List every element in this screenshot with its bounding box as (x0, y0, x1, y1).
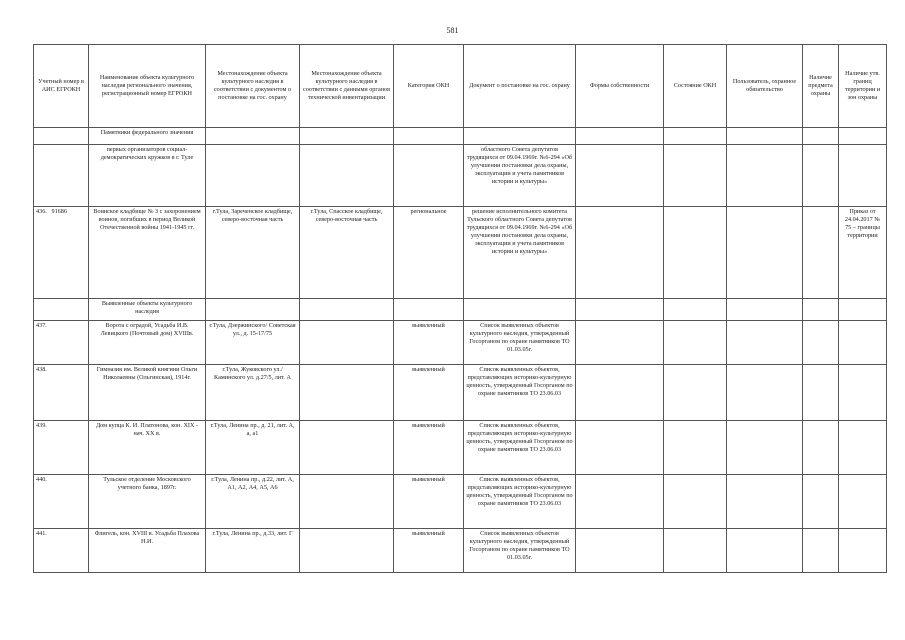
cell-ownership (576, 207, 664, 299)
cell-protection (803, 299, 839, 321)
cell-number: 440. (34, 475, 89, 529)
cell-name: Тульское отделение Московского учетного банка, 1897г. (89, 475, 206, 529)
cell-ownership (576, 365, 664, 421)
cell-number (34, 299, 89, 321)
cell-name: первых организаторов социал-демократических кружков в г. Туле (89, 145, 206, 207)
cell-protection (803, 207, 839, 299)
cell-number: 441. (34, 529, 89, 573)
cell-document: Список выявленных объектов, представляющих историко-культурную ценность, утвержденный Госорганом по охране памятников ТО 23.06.03 (464, 421, 576, 475)
cell-document: решение исполнительного комитета Тульского областного Совета депутатов трудящихся от 09.04.1969г. №6-294 «Об улучшении постановки дела охраны, эксплуатации и учета памятников истории и культуры» (464, 207, 576, 299)
cell-location: г.Тула, Дзержинского/ Советская ул., д. 15-17/75 (206, 321, 300, 365)
cell-number: 436. 91686 (34, 207, 89, 299)
cell-protection (803, 421, 839, 475)
cell-ownership (576, 321, 664, 365)
cell-location-tech (300, 529, 394, 573)
cell-user (727, 365, 803, 421)
cell-location-tech (300, 145, 394, 207)
cell-ownership (576, 529, 664, 573)
cell-borders (839, 529, 887, 573)
cell-borders (839, 421, 887, 475)
header-cell: Пользователь, охранное обязательство (727, 45, 803, 128)
cell-location: г.Тула, Жуковского ул./Каминского ул. д.27/5, лит. А (206, 365, 300, 421)
cell-user (727, 321, 803, 365)
cell-ownership (576, 128, 664, 145)
cell-category: выявленный (394, 365, 464, 421)
cell-location (206, 145, 300, 207)
cell-protection (803, 529, 839, 573)
cell-name: Памятники федерального значения (89, 128, 206, 145)
cell-state (664, 529, 727, 573)
cell-location-tech (300, 365, 394, 421)
cell-category: региональное (394, 207, 464, 299)
cell-category: выявленный (394, 529, 464, 573)
cell-location-tech (300, 299, 394, 321)
cell-state (664, 128, 727, 145)
header-cell: Наличие предмета охраны (803, 45, 839, 128)
cell-number (34, 145, 89, 207)
cell-user (727, 128, 803, 145)
cell-borders (839, 128, 887, 145)
header-cell: Наличие утв. границ территории и зон охраны (839, 45, 887, 128)
cell-location: г.Тула, Ленина пр., д.22, лит. А, А1, А2, А4, А5, А6 (206, 475, 300, 529)
cell-location-tech (300, 128, 394, 145)
cell-document: областного Совета депутатов трудящихся от 09.04.1969г. №6-294 «Об улучшении постановки дела охраны, эксплуатации и учета памятников истории и культуры» (464, 145, 576, 207)
header-cell: Местонахождение объекта культурного наследия в соответствии с документом о постановке на гос. охрану (206, 45, 300, 128)
cell-user (727, 299, 803, 321)
cell-location-tech (300, 421, 394, 475)
header-cell: Формы собственности (576, 45, 664, 128)
cell-location: г.Тула, Ленина пр., д.33, лит. Г (206, 529, 300, 573)
cell-category (394, 145, 464, 207)
cell-name: Гимназия им. Великой княгини Ольги Николаевны (Ольгинская), 1914г. (89, 365, 206, 421)
cell-ownership (576, 421, 664, 475)
cell-user (727, 421, 803, 475)
header-cell: Учетный номер в АИС ЕГРОКН (34, 45, 89, 128)
cell-location-tech (300, 321, 394, 365)
cell-state (664, 421, 727, 475)
cell-state (664, 299, 727, 321)
cell-user (727, 475, 803, 529)
table-row (34, 475, 887, 529)
cell-user (727, 145, 803, 207)
section-row (34, 128, 887, 145)
cell-protection (803, 365, 839, 421)
cell-state (664, 321, 727, 365)
cell-borders (839, 145, 887, 207)
cell-user (727, 529, 803, 573)
cell-user (727, 207, 803, 299)
cell-state (664, 475, 727, 529)
cell-ownership (576, 299, 664, 321)
cell-protection (803, 128, 839, 145)
heritage-register-table (33, 44, 887, 573)
cell-category: выявленный (394, 321, 464, 365)
cell-location (206, 128, 300, 145)
header-cell: Категория ОКН (394, 45, 464, 128)
cell-number: 439. (34, 421, 89, 475)
cell-borders (839, 321, 887, 365)
table-row (34, 421, 887, 475)
cell-location: г.Тула, Ленина пр., д. 21, лит. А, а, а1 (206, 421, 300, 475)
table-row (34, 529, 887, 573)
cell-ownership (576, 475, 664, 529)
cell-location (206, 299, 300, 321)
cell-name: Выявленные объекты культурного наследия (89, 299, 206, 321)
table-row (34, 145, 887, 207)
cell-number: 437. (34, 321, 89, 365)
cell-protection (803, 145, 839, 207)
cell-document (464, 299, 576, 321)
cell-category (394, 299, 464, 321)
header-cell: Документ о постановке на гос. охрану (464, 45, 576, 128)
cell-name: Воинское кладбище № 3 с захоронением воинов, погибших в период Великой Отечественной войны 1941-1945 гг. (89, 207, 206, 299)
cell-location-tech: г.Тула, Спасское кладбище, северо-восточная часть (300, 207, 394, 299)
table-row (34, 207, 887, 299)
cell-location-tech (300, 475, 394, 529)
cell-protection (803, 475, 839, 529)
cell-protection (803, 321, 839, 365)
cell-ownership (576, 145, 664, 207)
cell-borders (839, 365, 887, 421)
page-number: 581 (446, 26, 459, 35)
cell-number (34, 128, 89, 145)
cell-state (664, 365, 727, 421)
table-row (34, 365, 887, 421)
cell-document: Список выявленных объектов, представляющих историко-культурную ценность, утвержденный Госорганом по охране памятников ТО 23.06.03 (464, 475, 576, 529)
cell-category: выявленный (394, 475, 464, 529)
cell-category: выявленный (394, 421, 464, 475)
cell-borders (839, 475, 887, 529)
cell-document: Список выявленных объектов культурного наследия, утвержденный Госорганом по охране памятников ТО 01.03.05г. (464, 529, 576, 573)
section-row (34, 299, 887, 321)
header-row (34, 45, 887, 128)
cell-name: Дом купца К. И. Платонова, кон. XIX - нач. XX в. (89, 421, 206, 475)
cell-name: Флигель, кон. XVIII в. Усадьба Плахова Н.И. (89, 529, 206, 573)
cell-document (464, 128, 576, 145)
cell-state (664, 207, 727, 299)
cell-location: г.Тула, Зареченское кладбище, северо-восточная часть (206, 207, 300, 299)
cell-name: Ворота с оградой, Усадьба И.В. Левицкого (Почтовый дом) XVIIIв. (89, 321, 206, 365)
header-cell: Местонахождение объекта культурного наследия в соответствии с данными органов технической инвентаризации (300, 45, 394, 128)
cell-borders (839, 299, 887, 321)
cell-borders: Приказ от 24.04.2017 № 75 – границы территории (839, 207, 887, 299)
header-cell: Наименование объекта культурного наследия регионального значения, регистрационный номер ЕГРОКН (89, 45, 206, 128)
cell-document: Список выявленных объектов, представляющих историко-культурную ценность, утвержденный Госорганом по охране памятников ТО 23.06.03 (464, 365, 576, 421)
cell-number: 438. (34, 365, 89, 421)
table-row (34, 321, 887, 365)
cell-document: Список выявленных объектов культурного наследия, утвержденный Госорганом по охране памятников ТО 01.03.05г. (464, 321, 576, 365)
header-cell: Состояние ОКН (664, 45, 727, 128)
cell-category (394, 128, 464, 145)
cell-state (664, 145, 727, 207)
